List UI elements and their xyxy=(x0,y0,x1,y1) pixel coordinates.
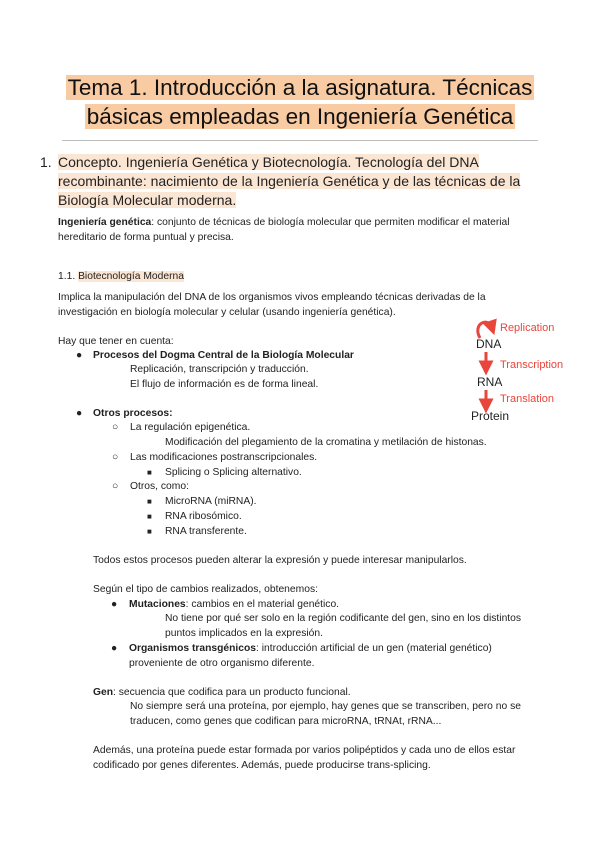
definition-text-1: : conjunto de técnicas de biología molecular que permiten modificar el material xyxy=(151,217,510,228)
dogma-line2: El flujo de información es de forma lineal. xyxy=(130,379,319,390)
rna-label: RNA xyxy=(477,375,503,389)
definition-text-2: hereditario de forma puntual y precisa. xyxy=(58,231,234,243)
replication-arrow-icon xyxy=(478,322,492,338)
section-heading xyxy=(40,153,560,210)
changes-intro: Según el tipo de cambios realizados, obtenemos: xyxy=(93,584,318,595)
transgenic-paragraph xyxy=(129,642,569,671)
mutations-text: : cambios en el material genético. xyxy=(185,599,340,610)
dogma-title: Procesos del Dogma Central de la Biología Molecular xyxy=(93,350,354,361)
mutations-detail xyxy=(165,612,565,641)
gene-detail-2: traducen, como genes que codifican para microRNA, tRNAt, rRNA... xyxy=(130,715,442,727)
square-bullet: ■ xyxy=(147,527,152,536)
section-heading-line1: Concepto. Ingeniería Genética y Biotecnología. Tecnología del DNA xyxy=(58,154,479,170)
dogma-line1: Replicación, transcripción y traducción. xyxy=(130,364,309,375)
section-heading-line2: recombinante: nacimiento de la Ingeniería Genética y de las técnicas de la xyxy=(58,173,521,189)
square-bullet: ■ xyxy=(147,468,152,477)
consider-text: Hay que tener en cuenta: xyxy=(58,336,174,347)
gene-detail-1: No siempre será una proteína, por ejemplo, hay genes que se transcriben, pero no se xyxy=(130,701,521,712)
circle-bullet: ○ xyxy=(112,452,119,463)
mutations-line xyxy=(129,598,339,613)
rrna-item: RNA ribosómico. xyxy=(165,511,242,522)
subsection-number: 1.1. xyxy=(58,271,76,282)
gene-line xyxy=(93,686,351,701)
protein-label: Protein xyxy=(471,409,510,423)
trna-item: RNA transferente. xyxy=(165,526,247,537)
transgenic-text-2: proveniente de otro organismo diferente. xyxy=(129,657,315,669)
splicing-item: Splicing o Splicing alternativo. xyxy=(165,467,302,478)
mutations-term: Mutaciones xyxy=(129,599,186,610)
page-title-line1: Tema 1. Introducción a la asignatura. Técnicas xyxy=(67,75,533,100)
definition-term: Ingeniería genética xyxy=(58,217,152,228)
bullet-dot: ● xyxy=(76,350,83,361)
title-divider xyxy=(62,140,538,141)
gene-detail xyxy=(130,700,570,729)
intro-line2: investigación en biología molecular y celular (usando ingeniería genética). xyxy=(58,306,396,318)
circle-bullet: ○ xyxy=(112,422,119,433)
epigenetic-item: La regulación epigenética. xyxy=(130,422,251,433)
closing-line1: Además, una proteína puede estar formada por varios polipéptidos y cada uno de ellos estar xyxy=(93,745,516,756)
dna-label: DNA xyxy=(476,337,502,351)
translation-label: Translation xyxy=(500,393,555,405)
subsection-title: Biotecnología Moderna xyxy=(78,271,184,282)
page-title-line2: básicas empleadas en Ingeniería Genética xyxy=(86,104,514,129)
square-bullet: ■ xyxy=(147,512,152,521)
definition-paragraph xyxy=(58,216,578,245)
closing-paragraph xyxy=(93,744,573,773)
square-bullet: ■ xyxy=(147,497,152,506)
section-number: 1. xyxy=(40,154,52,170)
subsection-heading xyxy=(58,271,184,282)
section-heading-line3: Biología Molecular moderna. xyxy=(58,192,237,208)
mirna-item: MicroRNA (miRNA). xyxy=(165,496,257,507)
closing-line2: codificado por genes diferentes. Además, puede producirse trans-splicing. xyxy=(93,759,431,771)
gene-text: : secuencia que codifica para un producto funcional. xyxy=(113,687,351,698)
central-dogma-diagram xyxy=(458,316,568,426)
replication-label: Replication xyxy=(500,322,555,334)
others-item: Otros, como: xyxy=(130,481,189,492)
all-processes-text: Todos estos procesos pueden alterar la expresión y puede interesar manipularlos. xyxy=(93,555,467,566)
posttranscriptional-item: Las modificaciones postranscripcionales. xyxy=(130,452,318,463)
bullet-dot: ● xyxy=(76,408,83,419)
transgenic-text-1: : introducción artificial de un gen (material genético) xyxy=(256,643,492,654)
intro-line1: Implica la manipulación del DNA de los organismos vivos empleando técnicas derivadas de la xyxy=(58,292,486,303)
bullet-dot: ● xyxy=(111,599,118,610)
bullet-dot: ● xyxy=(111,643,118,654)
circle-bullet: ○ xyxy=(112,481,119,492)
transgenic-term: Organismos transgénicos xyxy=(129,643,257,654)
gene-term: Gen xyxy=(93,687,114,698)
mutations-detail-2: puntos implicados en la expresión. xyxy=(165,627,323,639)
mutations-detail-1: No tiene por qué ser solo en la región codificante del gen, sino en los distintos xyxy=(165,613,522,624)
transcription-label: Transcription xyxy=(500,359,564,371)
epigenetic-detail: Modificación del plegamiento de la cromatina y metilación de histonas. xyxy=(165,437,487,448)
otros-title: Otros procesos: xyxy=(93,408,173,419)
